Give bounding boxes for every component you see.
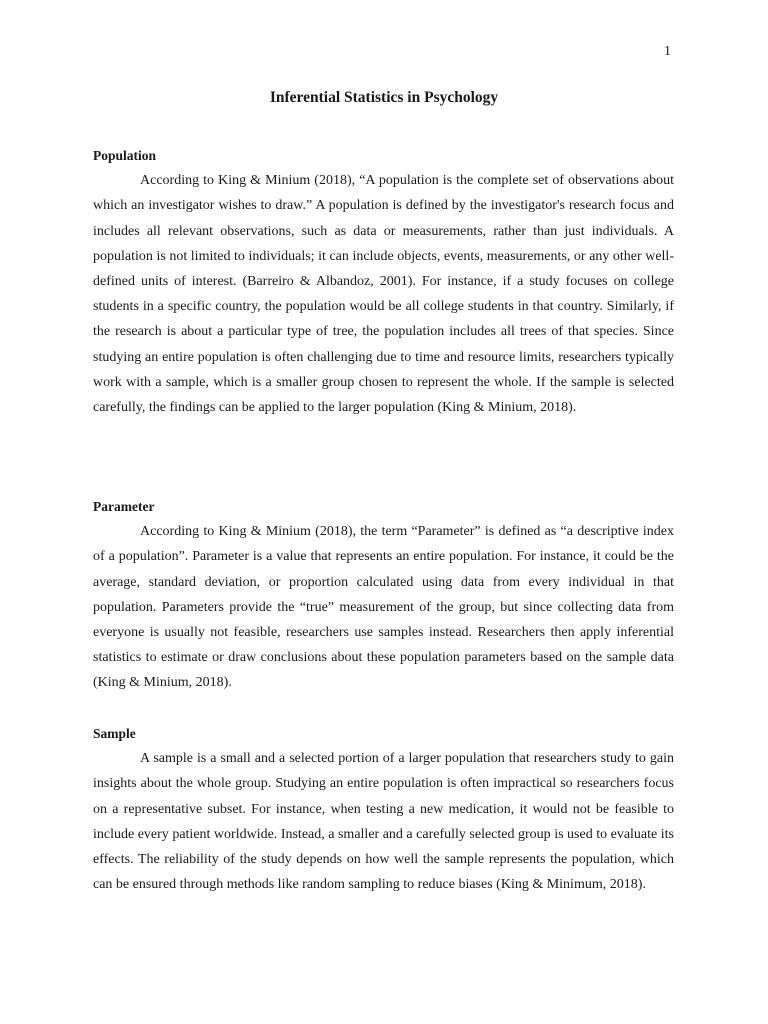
section-paragraph-sample: A sample is a small and a selected portion of a larger population that researchers study to gain insights about the whole group. Studying an entire population is often impractical so researchers focus on a representative subset. For instance, when testing a new medication, it would not be feasible to include every patient worldwide. Instead, a smaller and a carefully selected group is used to evaluate its effects. The reliability of the study depends on how well the sample represents the population, which can be ensured through methods like random sampling to reduce biases (King & Minimum, 2018). xyxy=(93,751,674,893)
section-paragraph-population: According to King & Minium (2018), “A population is the complete set of observations about which an investigator wishes to draw.” A population is defined by the investigator's research focus and includes all relevant observations, such as data or measurements, rather than just individuals. A population is not limited to individuals; it can include objects, events, measurements, or any other well-defined units of interest. (Barreiro & Albandoz, 2001). For instance, if a study focuses on college students in a specific country, the population would be all college students in that country. Similarly, if the research is about a particular type of tree, the population includes all trees of that species. Since studying an entire population is often challenging due to time and resource limits, researchers typically work with a sample, which is a smaller group chosen to represent the whole. If the sample is selected carefully, the findings can be applied to the larger population (King & Minium, 2018). xyxy=(93,173,674,416)
section-sample xyxy=(93,721,674,897)
section-heading-population: Population xyxy=(93,148,157,163)
section-population xyxy=(93,143,674,420)
section-heading-parameter: Parameter xyxy=(93,499,155,514)
section-heading-sample: Sample xyxy=(93,726,136,741)
section-paragraph-parameter: According to King & Minium (2018), the term “Parameter” is defined as “a descriptive index of a population”. Parameter is a value that represents an entire population. For instance, it could be the average, standard deviation, or proportion calculated using data from every individual in that population. Parameters provide the “true” measurement of the group, but since collecting data from everyone is usually not feasible, researchers use samples instead. Researchers then apply inferential statistics to estimate or draw conclusions about these population parameters based on the sample data (King & Minium, 2018). xyxy=(93,524,674,691)
page-number: 1 xyxy=(664,44,671,59)
section-parameter xyxy=(93,494,674,696)
document-title: Inferential Statistics in Psychology xyxy=(269,89,499,106)
